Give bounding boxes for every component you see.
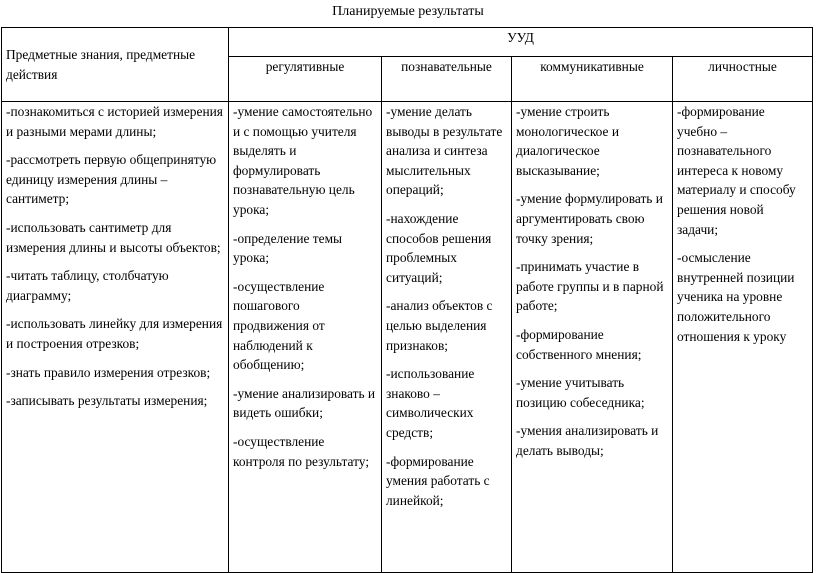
list-item: -осмысление внутренней позиции ученика на уровне положительного отношения к уроку	[677, 250, 795, 344]
list-item: -рассмотреть первую общепринятую единицу измерения длины – сантиметр;	[6, 152, 217, 207]
list-item: -использование знаково – символических средств;	[386, 366, 475, 440]
list-item: -умение делать выводы в результате анализа и синтеза мыслительных операций;	[386, 104, 503, 198]
personal-cell	[673, 102, 813, 573]
subject-column-header: Предметные знания, предметные действия	[2, 28, 229, 102]
list-item: -умение учитывать позицию собеседника;	[516, 375, 645, 410]
regulative-cell	[229, 102, 382, 573]
list-item: -определение темы урока;	[233, 230, 343, 266]
communicative-cell	[512, 102, 673, 573]
list-item: -формирование умения работать с линейкой;	[386, 453, 490, 508]
list-item: -познакомиться с историей измерения и разными мерами длины;	[6, 104, 223, 139]
list-item: -анализ объектов с целью выделения признаков;	[386, 298, 493, 353]
cognitive-cell	[382, 102, 512, 573]
list-item: -умение самостоятельно и с помощью учителя выделять и формулировать познавательную цель урока;	[233, 104, 373, 217]
regulative-list	[233, 102, 377, 471]
document-title: Планируемые результаты	[332, 4, 484, 19]
list-item: -знать правило измерения отрезков;	[6, 364, 211, 380]
category-header-regulative: регулятивные	[229, 57, 382, 102]
cognitive-list	[386, 102, 507, 510]
list-item: -использовать линейку для измерения и построения отрезков;	[6, 316, 223, 351]
list-item: -умение анализировать и видеть ошибки;	[233, 385, 376, 421]
subject-list	[6, 102, 224, 411]
list-item: -умение формулировать и аргументировать свою точку зрения;	[516, 191, 663, 246]
list-item: -нахождение способов решения проблемных ситуаций;	[386, 210, 492, 285]
list-item: -умения анализировать и делать выводы;	[516, 423, 659, 458]
list-item: -использовать сантиметр для измерения длины и высоты объектов;	[6, 219, 221, 255]
list-item: -умение строить монологическое и диалогическое высказывание;	[516, 104, 619, 178]
list-item: -формирование учебно – познавательного интереса к новому материалу и способу решения новой задачи;	[677, 104, 796, 237]
category-header-cognitive: познавательные	[382, 57, 512, 102]
category-header-personal: личностные	[673, 57, 813, 102]
list-item: -осуществление контроля по результату;	[233, 433, 370, 469]
communicative-list	[516, 102, 668, 461]
planned-results-table	[1, 27, 813, 573]
list-item: -осуществление пошагового продвижения от наблюдений к обобщению;	[233, 278, 325, 373]
list-item: -читать таблицу, столбчатую диаграмму;	[6, 268, 169, 303]
table-body-row	[2, 102, 813, 573]
uud-header: УУД	[229, 28, 813, 57]
header-row-uud	[2, 28, 813, 57]
list-item: -принимать участие в работе группы и в парной работе;	[516, 259, 664, 314]
subject-cell	[2, 102, 229, 573]
category-header-communicative: коммуникативные	[512, 57, 673, 102]
personal-list	[677, 102, 808, 346]
list-item: -формирование собственного мнения;	[516, 326, 642, 362]
list-item: -записывать результаты измерения;	[6, 393, 208, 409]
